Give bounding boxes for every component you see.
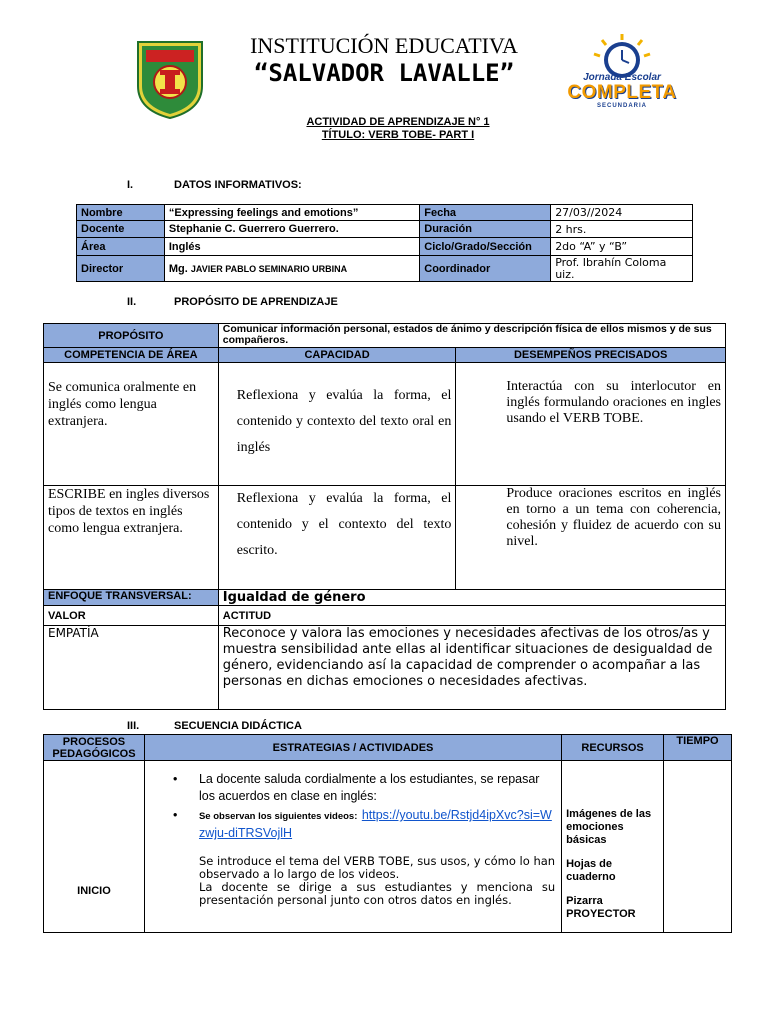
enfoque-value: Igualdad de género (218, 590, 725, 606)
label-nombre: Nombre (77, 205, 165, 221)
value-nombre: “Expressing feelings and emotions” (164, 205, 419, 221)
recurso-imagenes: Imágenes de las emociones básicas (566, 808, 652, 846)
proposito-label: PROPÓSITO (44, 324, 219, 348)
jornada-logo-line3: SECUNDARIA (596, 103, 647, 109)
label-director: Director (77, 256, 165, 282)
bullet-2 (173, 807, 555, 841)
value-area: Inglés (164, 238, 419, 256)
col-recursos: RECURSOS (562, 735, 664, 761)
section2-number: II. (127, 296, 137, 308)
col-competencia: COMPETENCIA DE ÁREA (44, 348, 219, 363)
recurso-pizarra: Pizarra (566, 895, 603, 907)
actitud-value: Reconoce y valora las emociones y necesidades afectivas de los otros/as y muestra sensibilidad ante ellas al identificar situaciones de desigualdad de género, evidenciando así la capacidad de comprender o acompañar a las personas en dichas emociones o necesidades afectivas. (218, 626, 725, 710)
col-desempenos: DESEMPEÑOS PRECISADOS (456, 348, 726, 363)
value-docente: Stephanie C. Guerrero Guerrero. (164, 221, 419, 238)
tiempo-cell (664, 761, 732, 933)
valor-value: EMPATÍA (44, 626, 219, 710)
valor-label: VALOR (44, 606, 219, 626)
crest-shield-icon (136, 40, 204, 120)
label-duracion: Duración (420, 221, 551, 238)
label-fecha: Fecha (420, 205, 551, 221)
col-procesos: PROCESOS PEDAGÓGICOS (44, 735, 145, 761)
jornada-logo-line1: Jornada Escolar (583, 72, 661, 83)
label-area: Área (77, 238, 165, 256)
activity-title: TÍTULO: VERB TOBE- PART I (321, 129, 475, 141)
intro-paragraph-2: La docente se dirige a sus estudiantes y menciona su presentación personal junto con otros datos en inglés. (198, 880, 556, 907)
school-crest-logo (136, 40, 204, 120)
col-tiempo: TIEMPO (664, 735, 732, 761)
capacidad-1: Reflexiona y evalúa la forma, el contenido y contexto del texto oral en inglés (218, 363, 456, 486)
desempeno-2: Produce oraciones escritos en inglés en torno a un tema con coherencia, cohesión y fluidez de acuerdo con su nivel. (456, 486, 726, 590)
enfoque-label: ENFOQUE TRANSVERSAL: (44, 590, 219, 606)
institution-name-line2: “SALVADOR LAVALLE” (253, 59, 515, 87)
intro-paragraph-1: Se introduce el tema del VERB TOBE, sus usos, y cómo lo han observado a lo largo de los videos. (198, 854, 556, 881)
bullet-dot-icon: • (172, 772, 178, 786)
section2-title: PROPÓSITO DE APRENDIZAJE (174, 296, 338, 308)
director-prefix: Mg. (168, 262, 188, 275)
proposito-text: Comunicar información personal, estados de ánimo y descripción física de ellos mismos y de sus compañeros. (218, 324, 725, 348)
actitud-label: ACTITUD (218, 606, 725, 626)
secuencia-table (43, 734, 732, 933)
section3-title: SECUENCIA DIDÁCTICA (174, 720, 302, 732)
bullet-1-text: La docente saluda cordialmente a los estudiantes, se repasar los acuerdos en clase en inglés: (198, 772, 540, 803)
recurso-proyector: PROYECTOR (566, 908, 636, 920)
competencia-2: ESCRIBE en ingles diversos tipos de textos en inglés como lengua extranjera. (44, 486, 219, 590)
col-capacidad: CAPACIDAD (218, 348, 456, 363)
section1-number: I. (127, 179, 134, 191)
jornada-logo-line2: COMPLETA (567, 82, 677, 103)
director-name: JAVIER PABLO SEMINARIO URBINA (190, 263, 348, 274)
label-ciclo: Ciclo/Grado/Sección (420, 238, 551, 256)
video-link[interactable]: https://youtu.be/Rstjd4ipXvc?si=Wzwju-diTRSVojlH (198, 808, 552, 840)
recurso-hojas: Hojas de cuaderno (566, 858, 616, 883)
estrategias-cell (144, 761, 561, 933)
proposito-table (43, 323, 726, 710)
section1-title: DATOS INFORMATIVOS: (174, 179, 302, 191)
col-estrategias: ESTRATEGIAS / ACTIVIDADES (144, 735, 561, 761)
desempeno-1: Interactúa con su interlocutor en inglés formulando oraciones en ingles usando el VERB TOBE. (456, 363, 726, 486)
bullet-1 (173, 771, 555, 805)
label-coordinador: Coordinador (420, 256, 551, 282)
value-director (164, 256, 419, 282)
bullet-2-prefix: Se observan los siguientes videos: (198, 811, 358, 822)
value-fecha: 27/03//2024 (551, 205, 693, 221)
value-ciclo: 2do “A” y “B” (551, 238, 693, 256)
capacidad-2: Reflexiona y evalúa la forma, el contenido y el contexto del texto escrito. (218, 486, 456, 590)
proceso-inicio: INICIO (44, 761, 145, 933)
bullet-dot-icon: • (172, 808, 178, 822)
activity-number: ACTIVIDAD DE APRENDIZAJE N° 1 (306, 116, 490, 128)
value-duracion: 2 hrs. (551, 221, 693, 238)
section3-number: III. (127, 720, 140, 732)
value-coordinador: Prof. Ibrahín Coloma uiz. (551, 256, 693, 282)
competencia-1: Se comunica oralmente en inglés como lengua extranjera. (44, 363, 219, 486)
institution-name-line1: INSTITUCIÓN EDUCATIVA (250, 33, 518, 58)
recursos-cell (562, 761, 664, 933)
label-docente: Docente (77, 221, 165, 238)
datos-informativos-table (76, 204, 693, 282)
